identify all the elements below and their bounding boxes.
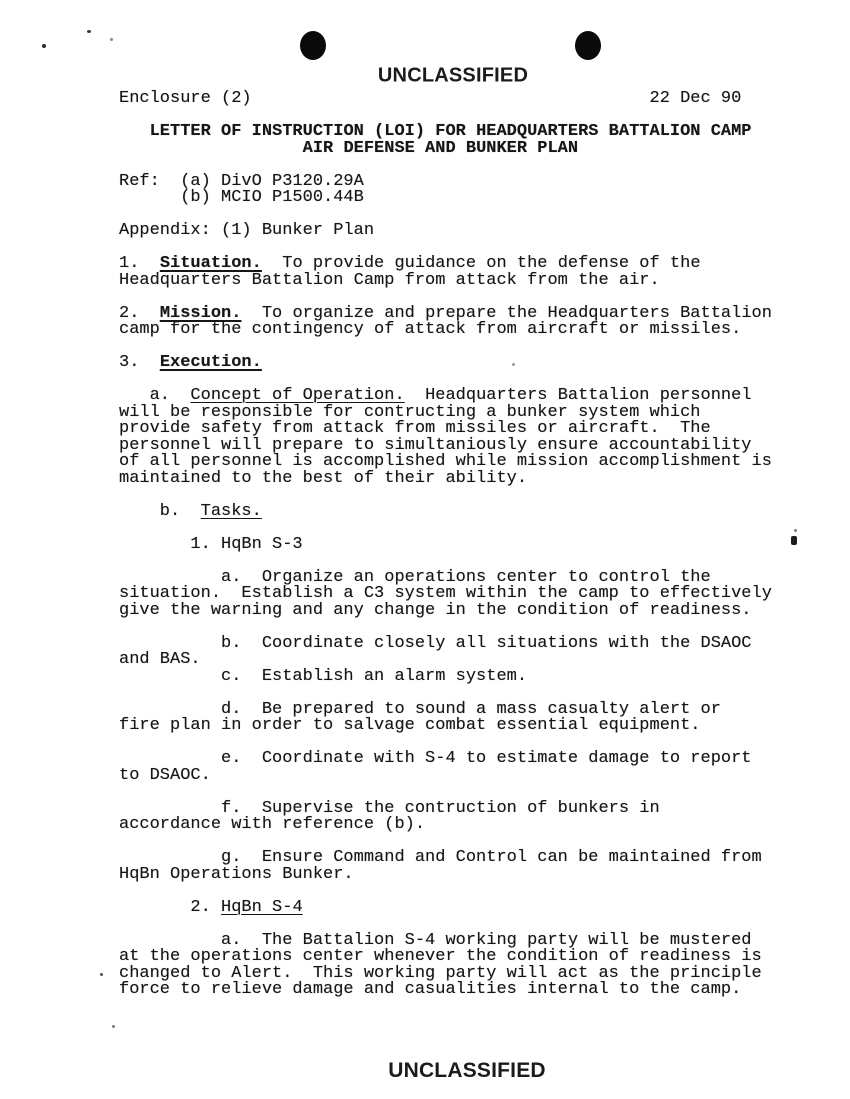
scan-speck bbox=[87, 30, 91, 33]
scan-speck bbox=[112, 1025, 115, 1028]
document-line: changed to Alert. This working party will act as the principle bbox=[119, 963, 762, 983]
document-line: to DSAOC. bbox=[119, 765, 211, 785]
classification-footer: UNCLASSIFIED bbox=[388, 1059, 546, 1082]
document-line: a. Organize an operations center to control the bbox=[119, 567, 711, 587]
document-line: HqBn Operations Bunker. bbox=[119, 864, 354, 884]
hole-punch-left-icon bbox=[300, 31, 326, 60]
document-line: f. Supervise the contruction of bunkers in bbox=[119, 798, 660, 818]
document-line: Appendix: (1) Bunker Plan bbox=[119, 221, 375, 240]
document-line: Headquarters Battalion Camp from attack from the air. bbox=[119, 270, 660, 290]
document-body bbox=[119, 91, 772, 999]
scan-speck bbox=[110, 38, 113, 41]
document-line: 1. HqBn S-3 bbox=[119, 534, 303, 554]
document-line: will be responsible for contructing a bunker system which bbox=[119, 402, 701, 422]
scan-speck bbox=[794, 529, 797, 532]
document-line: 2. HqBn S-4 bbox=[119, 897, 303, 917]
scan-speck bbox=[512, 363, 515, 366]
document-line: e. Coordinate with S-4 to estimate damage to report bbox=[119, 749, 752, 768]
document-line: b. Coordinate closely all situations with the DSAOC bbox=[119, 633, 752, 653]
document-line: 2. Mission. To organize and prepare the Headquarters Battalion bbox=[119, 303, 772, 323]
document-line: provide safety from attack from missiles or aircraft. The bbox=[119, 419, 711, 438]
document-line: (b) MCIO P1500.44B bbox=[119, 188, 364, 207]
document-line: give the warning and any change in the condition of readiness. bbox=[119, 600, 752, 620]
document-line: camp for the contingency of attack from aircraft or missiles. bbox=[119, 320, 742, 339]
document-line: Enclosure (2) 22 Dec 90 bbox=[119, 89, 742, 108]
document-line: of all personnel is accomplished while mission accomplishment is bbox=[119, 452, 772, 471]
document-line: d. Be prepared to sound a mass casualty alert or bbox=[119, 699, 721, 719]
scan-speck bbox=[42, 44, 46, 48]
document-line: 1. Situation. To provide guidance on the defense of the bbox=[119, 254, 701, 273]
scan-speck bbox=[791, 536, 797, 545]
document-line: situation. Establish a C3 system within the camp to effectively bbox=[119, 584, 772, 603]
document-line: b. Tasks. bbox=[119, 501, 262, 521]
document-line: 3. Execution. bbox=[119, 353, 262, 372]
document-line: fire plan in order to salvage combat essential equipment. bbox=[119, 716, 701, 735]
document-line: at the operations center whenever the condition of readiness is bbox=[119, 947, 762, 966]
document-line: force to relieve damage and casualities internal to the camp. bbox=[119, 980, 742, 999]
document-line: and BAS. bbox=[119, 650, 201, 669]
scan-speck bbox=[100, 973, 103, 976]
hole-punch-right-icon bbox=[575, 31, 601, 60]
document-line: a. The Battalion S-4 working party will be mustered bbox=[119, 930, 752, 950]
document-line: Ref: (a) DivO P3120.29A bbox=[119, 171, 364, 191]
document-line: c. Establish an alarm system. bbox=[119, 666, 528, 686]
document-line: accordance with reference (b). bbox=[119, 815, 426, 834]
document-line: g. Ensure Command and Control can be maintained from bbox=[119, 848, 762, 867]
document-line: LETTER OF INSTRUCTION (LOI) FOR HEADQUARTERS BATTALION CAMP bbox=[149, 122, 752, 141]
document-line: AIR DEFENSE AND BUNKER PLAN bbox=[302, 138, 579, 158]
classification-header: UNCLASSIFIED bbox=[377, 64, 529, 87]
document-line: maintained to the best of their ability. bbox=[119, 468, 528, 488]
document-line: personnel will prepare to simultaniously ensure accountability bbox=[119, 435, 752, 455]
document-line: a. Concept of Operation. Headquarters Battalion personnel bbox=[119, 386, 752, 405]
